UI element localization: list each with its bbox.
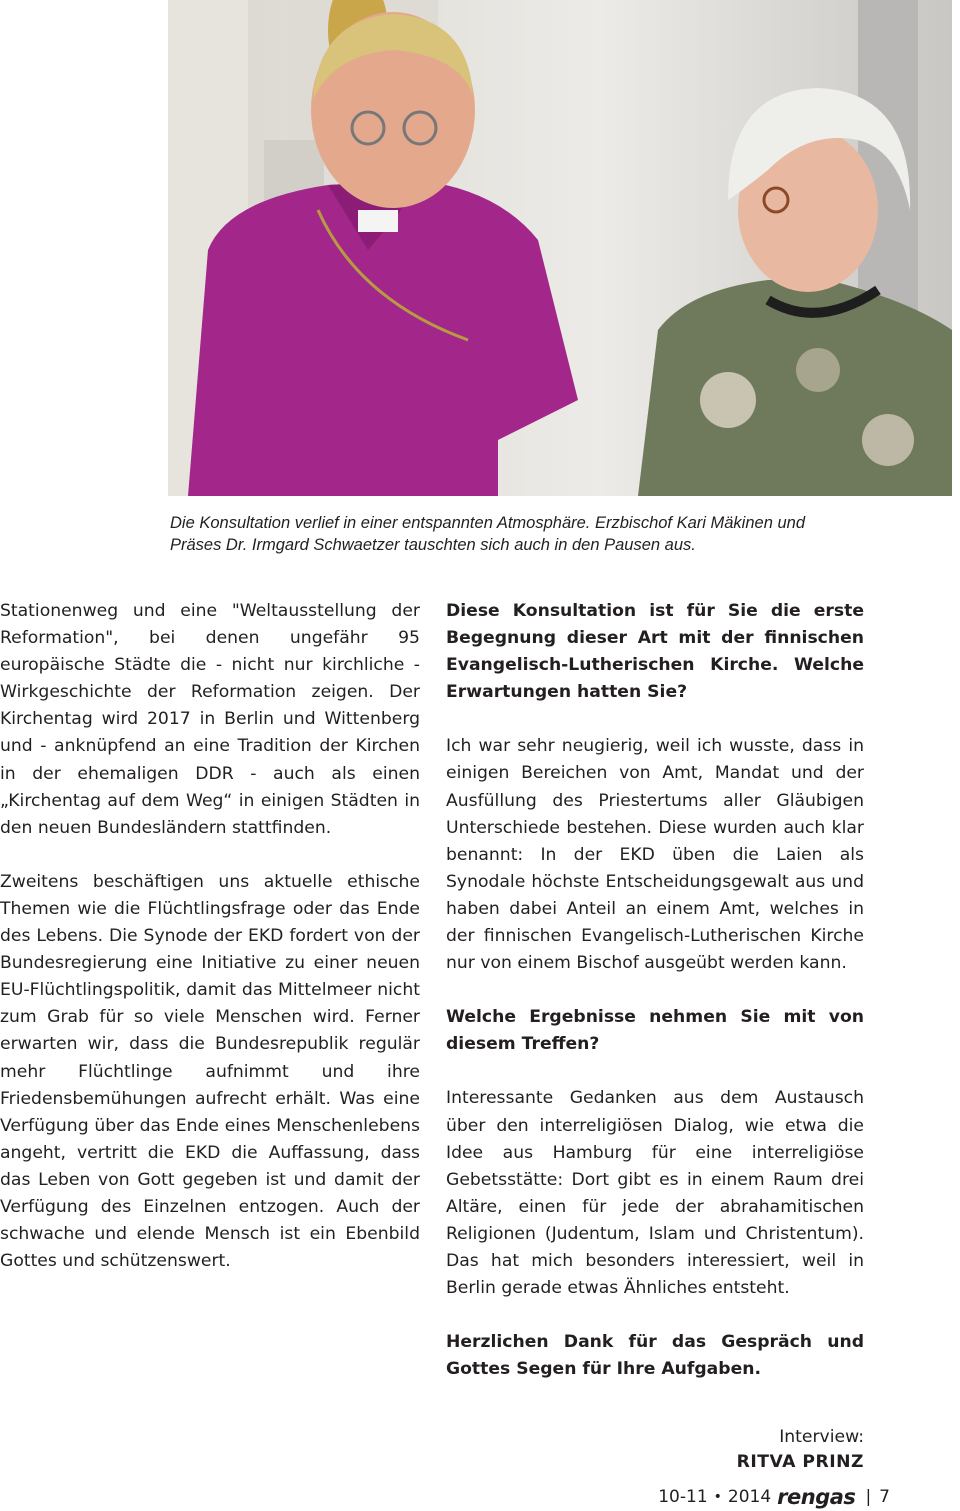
interview-question-1: Diese Konsultation ist für Sie die erste Begegnung dieser Art mit der finnischen Evangelisch-Lutherischen Kirche. Welche Erwartungen hatten Sie? xyxy=(446,601,864,703)
page-number: 7 xyxy=(879,1487,890,1507)
caption-line-2: Präses Dr. Irmgard Schwaetzer tauschten sich auch in den Pausen aus. xyxy=(170,536,696,554)
photo-caption xyxy=(170,512,930,556)
interview-answer-1: Ich war sehr neugierig, weil ich wusste, dass in einigen Bereichen von Amt, Mandat und der Ausfüllung des Priestertums aller Gläubigen Unterschiede bestehen. Diese wurden auch klar benannt: In der EKD üben die Laien als Synodale höchste Entscheidungsgewalt aus und haben dabei Anteil an einem Amt, welches in der finnischen Evangelisch-Lutherischen Kirche nur von einem Bischof ausgeübt werden kann. xyxy=(446,736,864,974)
issue-year: 2014 xyxy=(727,1487,772,1507)
interview-question-2: Welche Ergebnisse nehmen Sie mit von diesem Treffen? xyxy=(446,1007,864,1055)
left-column xyxy=(0,598,420,1275)
left-paragraph-2: Zweitens beschäftigen uns aktuelle ethische Themen wie die Flüchtlingsfrage oder das Ende des Lebens. Die Synode der EKD fordert von der Bundesregierung eine Initiative zu einer neuen EU-Flüchtlingspolitik, damit das Mittelmeer nicht zum Grab für so viele Menschen wird. Ferner erwarten wir, dass die Bundesrepublik regulär mehr Flüchtlinge aufnimmt und ihre Friedensbemühungen aufrecht erhält. Was eine Verfügung über das Ende eines Menschenlebens angeht, vertritt die EKD die Auffassung, dass das Leben von Gott gegeben ist und damit der Verfügung des Einzelnen entzogen. Auch der schwache und elende Mensch ist ein Ebenbild Gottes und schützenswert. xyxy=(0,871,420,1272)
left-paragraph-1: Stationenweg und eine "Weltausstellung der Reformation", bei denen ungefähr 95 europäische Städte die - nicht nur kirchliche - Wirkgeschichte der Reformation zeigen. Der Kirchentag wird 2017 in Berlin und Wittenberg und - anknüpfend an eine Tradition der Kirchen in der ehemaligen DDR - auch als einen „Kirchentag auf dem Weg“ in einigen Städten in den neuen Bundesländern stattfinden. xyxy=(0,601,420,838)
interviewer-name: RITVA PRINZ xyxy=(736,1452,864,1473)
issue-number: 10-11 xyxy=(658,1487,708,1507)
interview-label: Interview: xyxy=(779,1427,864,1448)
closing-thanks: Herzlichen Dank für das Gespräch und Gottes Segen für Ihre Aufgaben. xyxy=(446,1332,864,1380)
caption-line-1: Die Konsultation verlief in einer entspannten Atmosphäre. Erzbischof Kari Mäkinen und xyxy=(170,514,805,532)
interview-answer-2: Interessante Gedanken aus dem Austausch über den interreligiösen Dialog, wie etwa die Idee aus Hamburg für eine interreligiöse Gebetsstätte: Dort gibt es in einem Raum drei Altäre, einen für jede der abrahamitischen Religionen (Judentum, Islam und Christentum). Das hat mich besonders interessiert, weil in Berlin gerade etwas Ähnliches entsteht. xyxy=(446,1088,864,1299)
footer-separator: | xyxy=(865,1487,872,1507)
right-column xyxy=(446,598,864,1475)
page-footer xyxy=(658,1484,890,1510)
magazine-logo: rengas xyxy=(777,1485,856,1509)
interviewer-credit xyxy=(446,1425,864,1475)
bullet-separator: • xyxy=(713,1489,722,1505)
article-photo xyxy=(168,0,952,496)
photo-two-people xyxy=(168,0,952,496)
